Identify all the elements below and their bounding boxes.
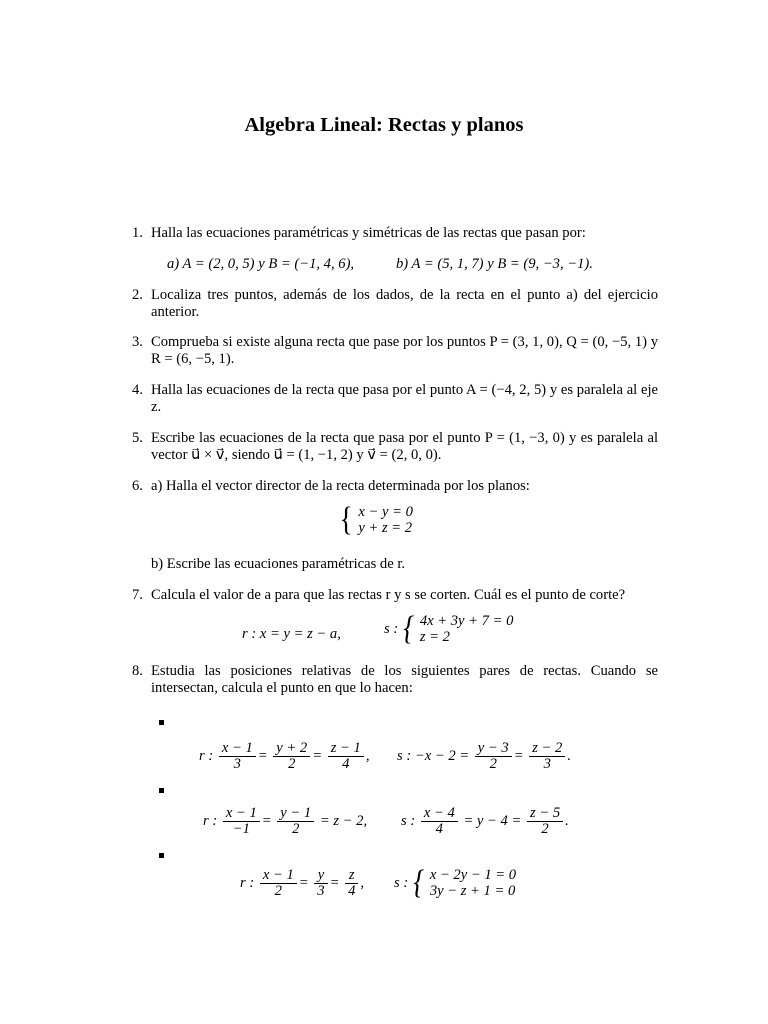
line-r-equation: r : x = y = z − a,	[242, 626, 341, 642]
label: r :	[203, 812, 218, 829]
denominator: 2	[260, 883, 297, 899]
numerator: z − 1	[330, 740, 361, 756]
numerator: x − 1	[221, 740, 253, 756]
left-brace-icon: {	[403, 610, 415, 647]
numerator: z − 5	[530, 805, 561, 821]
exercise-6	[132, 478, 658, 498]
pair-2-line-s: s : $\frac{x - 4}{4}$ = y − 4 = $\frac{z - 5}{2}$ .	[401, 805, 569, 837]
exercise-text: Halla las ecuaciones de la recta que pasa por el punto A = (−4, 2, 5) y es paralela al eje z.	[151, 382, 658, 415]
denominator: 4	[345, 883, 358, 899]
denominator: 2	[475, 756, 512, 772]
fraction	[273, 741, 310, 772]
exercise-6-part-a: a) Halla el vector director de la recta determinada por los planos:	[151, 478, 530, 494]
fraction	[529, 741, 565, 772]
denominator: 2	[273, 756, 310, 772]
exercise-number: 8.	[132, 663, 143, 679]
exercise-8	[132, 663, 658, 699]
pair-3-line-s	[394, 866, 516, 900]
denominator: 4	[328, 756, 364, 772]
exercise-number: 7.	[132, 587, 143, 603]
exercise-3	[132, 334, 658, 370]
exercise-number: 5.	[132, 430, 143, 446]
exercise-text: Comprueba si existe alguna recta que pase por los puntos P = (3, 1, 0), Q = (0, −5, 1) y R = (6, −5, 1).	[151, 334, 658, 367]
label: s :	[397, 747, 412, 764]
exercise-1-part-b: b) A = (5, 1, 7) y B = (9, −3, −1).	[396, 256, 593, 272]
expression: −x − 2 =	[414, 747, 470, 764]
fraction	[421, 806, 458, 837]
left-brace-icon: {	[339, 501, 353, 538]
equation: 3y − z + 1 = 0	[429, 883, 516, 899]
fraction	[260, 868, 297, 899]
label: s :	[394, 874, 409, 891]
exercise-number: 3.	[132, 334, 143, 350]
line-s-system	[384, 612, 513, 646]
exercise-4	[132, 382, 658, 418]
fraction	[314, 868, 327, 899]
bullet-icon	[159, 720, 164, 725]
exercise-text: Halla las ecuaciones paramétricas y simétricas de las rectas que pasan por:	[151, 225, 586, 241]
label: s :	[384, 620, 399, 637]
numerator: y − 3	[477, 740, 509, 756]
expression: = z − 2,	[319, 812, 368, 829]
exercise-6-part-b: b) Escribe las ecuaciones paramétricas de r.	[151, 556, 406, 572]
equation: y + z = 2	[358, 520, 413, 536]
exercise-text: Escribe las ecuaciones de la recta que pasa por el punto P = (1, −3, 0) y es paralela al vector u⃗ × v⃗, siendo u⃗ = (1, −1, 2) y v⃗ = (2, 0, 0).	[151, 430, 658, 463]
exercise-2	[132, 287, 658, 323]
denominator: 3	[314, 883, 327, 899]
page-title: Algebra Lineal: Rectas y planos	[244, 114, 524, 136]
numerator: x − 1	[225, 805, 257, 821]
fraction	[277, 806, 314, 837]
denominator: 3	[529, 756, 565, 772]
exercise-7	[132, 587, 658, 607]
fraction	[475, 741, 512, 772]
exercise-text: Estudia las posiciones relativas de los siguientes pares de rectas. Cuando se intersectan, calcula el punto en que lo hacen:	[151, 663, 658, 696]
pair-1-line-r: r : $\frac{x - 1}{3}$ = $\frac{y + 2}{2}$ = $\frac{z - 1}{4}$ ,	[199, 740, 370, 772]
plane-system	[338, 503, 413, 537]
pair-1-line-s: s : −x − 2 = $\frac{y - 3}{2}$ = $\frac{z - 2}{3}$ .	[397, 740, 571, 772]
numerator: z	[348, 867, 355, 883]
exercise-number: 6.	[132, 478, 143, 494]
numerator: y + 2	[276, 740, 308, 756]
exercise-text: Localiza tres puntos, además de los dados, de la recta en el punto a) del ejercicio anterior.	[151, 287, 658, 320]
fraction	[527, 806, 563, 837]
denominator: 4	[421, 821, 458, 837]
left-brace-icon: {	[413, 864, 425, 901]
numerator: z − 2	[532, 740, 563, 756]
fraction	[328, 741, 364, 772]
label: r :	[199, 747, 214, 764]
equation: x − y = 0	[358, 503, 413, 520]
label: s :	[401, 812, 416, 829]
bullet-icon	[159, 788, 164, 793]
pair-2-line-r: r : $\frac{x - 1}{-1}$ = $\frac{y - 1}{2}$ = z − 2,	[203, 805, 368, 837]
numerator: y	[317, 867, 325, 883]
fraction	[219, 741, 256, 772]
denominator: −1	[223, 821, 260, 837]
equation: x − 2y − 1 = 0	[429, 866, 517, 883]
equation: z = 2	[419, 629, 450, 645]
denominator: 3	[219, 756, 256, 772]
fraction	[345, 868, 358, 899]
exercise-5	[132, 430, 658, 466]
label: r :	[240, 874, 255, 891]
denominator: 2	[527, 821, 563, 837]
numerator: x − 1	[262, 867, 294, 883]
bullet-icon	[159, 853, 164, 858]
numerator: y − 1	[280, 805, 312, 821]
exercise-number: 1.	[132, 225, 143, 241]
denominator: 2	[277, 821, 314, 837]
pair-3-line-r: r : $\frac{x - 1}{2}$ = $\frac{y}{3}$ = $\frac{z}{4}$ ,	[240, 867, 365, 899]
exercise-number: 4.	[132, 382, 143, 398]
expression: = y − 4 =	[463, 812, 522, 829]
fraction	[223, 806, 260, 837]
exercise-1	[132, 225, 658, 245]
exercise-number: 2.	[132, 287, 143, 303]
equation: 4x + 3y + 7 = 0	[419, 612, 514, 629]
exercise-text: Calcula el valor de a para que las rectas r y s se corten. Cuál es el punto de corte?	[151, 587, 626, 603]
exercise-1-part-a: a) A = (2, 0, 5) y B = (−1, 4, 6),	[167, 256, 355, 272]
numerator: x − 4	[423, 805, 455, 821]
